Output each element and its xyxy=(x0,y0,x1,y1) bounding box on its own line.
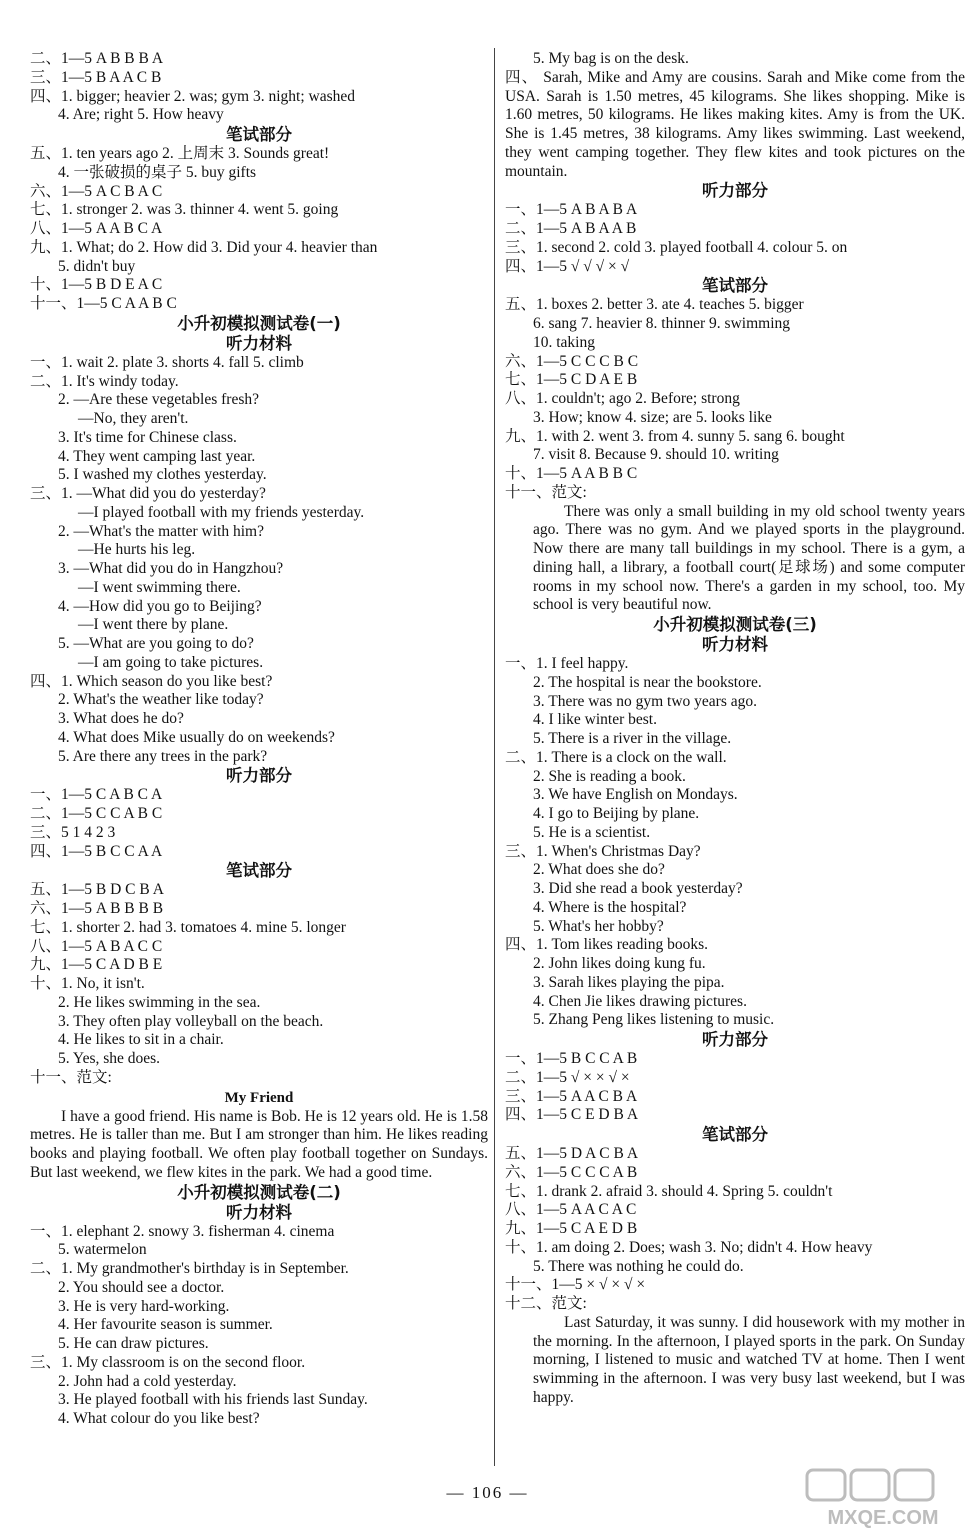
answer-line: 三、1. When's Christmas Day? xyxy=(505,842,701,860)
answer-line: 4. What does Mike usually do on weekends? xyxy=(58,728,335,746)
answer-line: 十一、1—5 C A A B C xyxy=(30,295,177,312)
answer-line: —I played football with my friends yesterday. xyxy=(78,503,365,521)
answer-line: 九、1—5 C A D B E xyxy=(30,956,163,974)
answer-line: 5. didn't buy xyxy=(58,257,136,275)
answer-line: 四、1. Tom likes reading books. xyxy=(505,936,708,954)
answer-line: 四、1—5 B C C A A xyxy=(30,842,163,860)
answer-line: 一、1—5 C A B C A xyxy=(30,786,163,804)
answer-line: 5. I washed my clothes yesterday. xyxy=(58,466,267,484)
answer-line: 5. My bag is on the desk. xyxy=(533,50,689,67)
answer-line: 3. What does he do? xyxy=(58,710,184,727)
answer-line: 2. —Are these vegetables fresh? xyxy=(58,391,259,409)
answer-line: 八、1—5 A B A C C xyxy=(30,937,163,955)
answer-line: 3. There was no gym two years ago. xyxy=(533,692,757,710)
answer-line: 4. Her favourite season is summer. xyxy=(58,1316,273,1334)
answer-line: 五、1. ten years ago 2. 上周末 3. Sounds great! xyxy=(30,145,330,162)
answer-line: 七、1—5 C D A E B xyxy=(505,371,638,389)
answer-line: 十一、1—5 × √ × √ × xyxy=(505,1276,646,1294)
section-heading: 笔试部分 xyxy=(702,1125,768,1144)
answer-line: 三、5 1 4 2 3 xyxy=(30,823,116,841)
paragraph: 四、 Sarah, Mike and Amy are cousins. Sarah and Mike come from the USA. Sarah is 1.50 metres, 45 kilograms. She likes shopping. Mike is 1.60 metres, 50 kilograms. He likes making kites. Amy is from the UK. She is 1.45 metres, 38 kilograms. Amy likes swimming. Last weekend, they went camping together. They flew kites and took pictures on the mountain. xyxy=(505,68,965,180)
answer-line: 2. John likes doing kung fu. xyxy=(533,955,706,972)
answer-line: 八、1—5 A A C A C xyxy=(505,1201,637,1219)
answer-line: 2. John had a cold yesterday. xyxy=(58,1372,237,1390)
answer-line: 一、1. wait 2. plate 3. shorts 4. fall 5. climb xyxy=(30,353,304,371)
section-heading: 小升初模拟测试卷(二) xyxy=(177,1182,341,1202)
answer-line: —I went there by plane. xyxy=(78,616,229,634)
answer-line: 3. He is very hard-working. xyxy=(58,1297,230,1315)
answer-line: 九、1. with 2. went 3. from 4. sunny 5. sang 6. bought xyxy=(505,427,845,445)
answer-line: 八、1—5 A A B C A xyxy=(30,220,163,237)
answer-line: 5. There is a river in the village. xyxy=(533,730,732,747)
answer-line: 二、1—5 A B B B A xyxy=(30,50,164,67)
answer-line: 5. What's her hobby? xyxy=(533,917,664,935)
section-heading: 听力材料 xyxy=(226,1202,292,1222)
answer-line: 三、1. My classroom is on the second floor. xyxy=(30,1353,306,1371)
answer-line: 五、1—5 D A C B A xyxy=(505,1145,639,1162)
answer-line: 5. Are there any trees in the park? xyxy=(58,747,268,765)
answer-line: 5. watermelon xyxy=(58,1241,147,1259)
answer-line: —I went swimming there. xyxy=(78,578,241,596)
answer-line: 二、1. My grandmother's birthday is in September. xyxy=(30,1260,349,1277)
answer-line: 3. Sarah likes playing the pipa. xyxy=(533,973,725,991)
answer-line: 九、1. What; do 2. How did 3. Did your 4. heavier than xyxy=(30,238,378,256)
answer-line: 二、1. There is a clock on the wall. xyxy=(505,748,727,766)
section-heading: 听力材料 xyxy=(226,333,292,353)
answer-line: 四、1—5 √ √ √ × √ xyxy=(505,257,630,275)
answer-line: 三、1. second 2. cold 3. played football 4. colour 5. on xyxy=(505,238,848,256)
answer-line: 3. They often play volleyball on the beach. xyxy=(58,1012,324,1030)
answer-line: 十、1. am doing 2. Does; wash 3. No; didn't 4. How heavy xyxy=(505,1238,873,1256)
answer-line: 6. sang 7. heavier 8. thinner 9. swimming xyxy=(533,315,790,332)
answer-line: 4. 一张破损的桌子 5. buy gifts xyxy=(58,163,257,181)
answer-line: —I am going to take pictures. xyxy=(78,653,264,671)
answer-line: 十、1—5 B D E A C xyxy=(30,276,163,294)
answer-line: 2. The hospital is near the bookstore. xyxy=(533,673,762,691)
answer-line: 七、1. drank 2. afraid 3. should 4. Spring 5. couldn't xyxy=(505,1182,833,1200)
answer-line: 4. Are; right 5. How heavy xyxy=(58,106,224,124)
answer-line: 2. You should see a doctor. xyxy=(58,1278,225,1296)
answer-line: 4. I like winter best. xyxy=(533,711,657,729)
answer-line: 五、1—5 B D C B A xyxy=(30,881,164,899)
answer-line: 十一、范文: xyxy=(505,483,587,501)
answer-line: 7. visit 8. Because 9. should 10. writing xyxy=(533,446,779,464)
answer-line: 四、1. bigger; heavier 2. was; gym 3. night; washed xyxy=(30,87,356,105)
section-heading: 听力材料 xyxy=(702,635,768,654)
answer-line: 一、1—5 B C C A B xyxy=(505,1050,638,1067)
answer-line: 2. She is reading a book. xyxy=(533,767,686,785)
watermark-text: MXQE.COM xyxy=(827,1507,939,1529)
answer-line: 十一、范文: xyxy=(30,1068,112,1086)
answer-line: 十、1. No, it isn't. xyxy=(30,975,145,992)
answer-line: 一、1—5 A B A B A xyxy=(505,201,638,219)
answer-line: 四、1—5 C E D B A xyxy=(505,1106,639,1124)
answer-line: 5. Yes, she does. xyxy=(58,1050,161,1067)
section-heading: 听力部分 xyxy=(702,181,768,201)
watermark-logo xyxy=(803,1466,963,1530)
answer-line: 二、1. It's windy today. xyxy=(30,372,179,390)
section-heading: 笔试部分 xyxy=(226,125,292,144)
answer-line: 九、1—5 C A E D B xyxy=(505,1220,638,1237)
answer-line: 六、1—5 C C C A B xyxy=(505,1163,638,1181)
answer-line: 5. There was nothing he could do. xyxy=(533,1257,744,1275)
answer-line: 10. taking xyxy=(533,333,595,351)
answer-line: 三、1—5 B A A C B xyxy=(30,68,162,86)
answer-line: 一、1. I feel happy. xyxy=(505,655,629,672)
section-heading: 笔试部分 xyxy=(226,861,292,881)
answer-line: 五、1. boxes 2. better 3. ate 4. teaches 5. bigger xyxy=(505,296,804,314)
answer-line: 4. Chen Jie likes drawing pictures. xyxy=(533,992,747,1010)
answer-line: 5. Zhang Peng likes listening to music. xyxy=(533,1011,775,1029)
answer-line: 四、1. Which season do you like best? xyxy=(30,672,273,690)
answer-line: 4. —How did you go to Beijing? xyxy=(58,597,262,615)
answer-line: 3. Did she read a book yesterday? xyxy=(533,880,743,897)
answer-line: 4. What colour do you like best? xyxy=(58,1410,260,1427)
right-column xyxy=(505,50,965,1408)
answer-line: 三、1. —What did you do yesterday? xyxy=(30,485,266,502)
answer-line: 三、1—5 A A C B A xyxy=(505,1087,638,1105)
left-column xyxy=(30,50,488,1429)
answer-line: 3. How; know 4. size; are 5. looks like xyxy=(533,408,772,426)
answer-line: 二、1—5 A B A A B xyxy=(505,220,637,237)
paragraph: Last Saturday, it was sunny. I did housework with my mother in the morning. In the afternoon, I played sports in the park. On Sunday morning, I listened to music and watched TV at home. Then I went swimming in the afternoon. I was very busy last weekend, but I was happy. xyxy=(533,1313,965,1406)
answer-line: 5. He is a scientist. xyxy=(533,823,651,841)
answer-line: 二、1—5 C C A B C xyxy=(30,805,163,822)
paragraph: There was only a small building in my old school twenty years ago. There was no gym. And we played sports in the playground. Now there are many tall buildings in my school. There is a gym, a dining hall, a library, a football court(足球场) and some computer rooms in my school now. There's a garden in my school, too. My school is very beautiful now. xyxy=(533,502,965,614)
answer-line: —He hurts his leg. xyxy=(78,541,196,559)
section-heading: 小升初模拟测试卷(一) xyxy=(177,313,341,333)
answer-line: 2. What does she do? xyxy=(533,861,665,879)
paragraph: I have a good friend. His name is Bob. He is 12 years old. He is 1.58 metres. He is taller than me. But I am stronger than him. He likes reading books and playing football. We often play football together on Sundays. But last weekend, we flew kites in the park. We had a good time. xyxy=(30,1107,488,1181)
answer-line: 3. He played football with his friends last Sunday. xyxy=(58,1391,368,1409)
answer-line: 5. —What are you going to do? xyxy=(58,635,254,652)
answer-line: 一、1. elephant 2. snowy 3. fisherman 4. cinema xyxy=(30,1222,335,1240)
section-heading: 小升初模拟测试卷(三) xyxy=(653,615,817,634)
answer-line: 3. —What did you do in Hangzhou? xyxy=(58,560,284,577)
answer-line: 5. He can draw pictures. xyxy=(58,1335,209,1352)
answer-line: 4. They went camping last year. xyxy=(58,447,256,465)
page-number: — 106 — xyxy=(446,1483,529,1502)
answer-line: 六、1—5 A B B B B xyxy=(30,900,164,917)
answer-line: 六、1—5 C C C B C xyxy=(505,352,639,370)
column-divider xyxy=(494,48,495,1466)
answer-line: 4. I go to Beijing by plane. xyxy=(533,805,700,822)
answer-line: 十二、范文: xyxy=(505,1295,587,1312)
answer-line: 七、1. stronger 2. was 3. thinner 4. went 5. going xyxy=(30,201,339,219)
answer-line: 3. We have English on Mondays. xyxy=(533,786,738,804)
section-heading: 笔试部分 xyxy=(702,276,768,296)
section-heading: 听力部分 xyxy=(702,1030,768,1049)
answer-line: 六、1—5 A C B A C xyxy=(30,182,163,200)
answer-line: 2. —What's the matter with him? xyxy=(58,522,264,540)
answer-line: 二、1—5 √ × × √ × xyxy=(505,1068,630,1086)
answer-line: 2. What's the weather like today? xyxy=(58,691,264,709)
answer-line: 七、1. shorter 2. had 3. tomatoes 4. mine 5. longer xyxy=(30,918,346,936)
answer-line: 八、1. couldn't; ago 2. Before; strong xyxy=(505,390,740,407)
answer-line: —No, they aren't. xyxy=(78,410,189,427)
answer-line: 4. He likes to sit in a chair. xyxy=(58,1031,224,1049)
answer-line: 4. Where is the hospital? xyxy=(533,898,687,916)
answer-line: 2. He likes swimming in the sea. xyxy=(58,993,261,1011)
answer-line: 3. It's time for Chinese class. xyxy=(58,428,237,446)
section-heading: 听力部分 xyxy=(226,766,292,786)
answer-line: 十、1—5 A A B B C xyxy=(505,465,638,482)
essay-title: My Friend xyxy=(224,1089,294,1106)
